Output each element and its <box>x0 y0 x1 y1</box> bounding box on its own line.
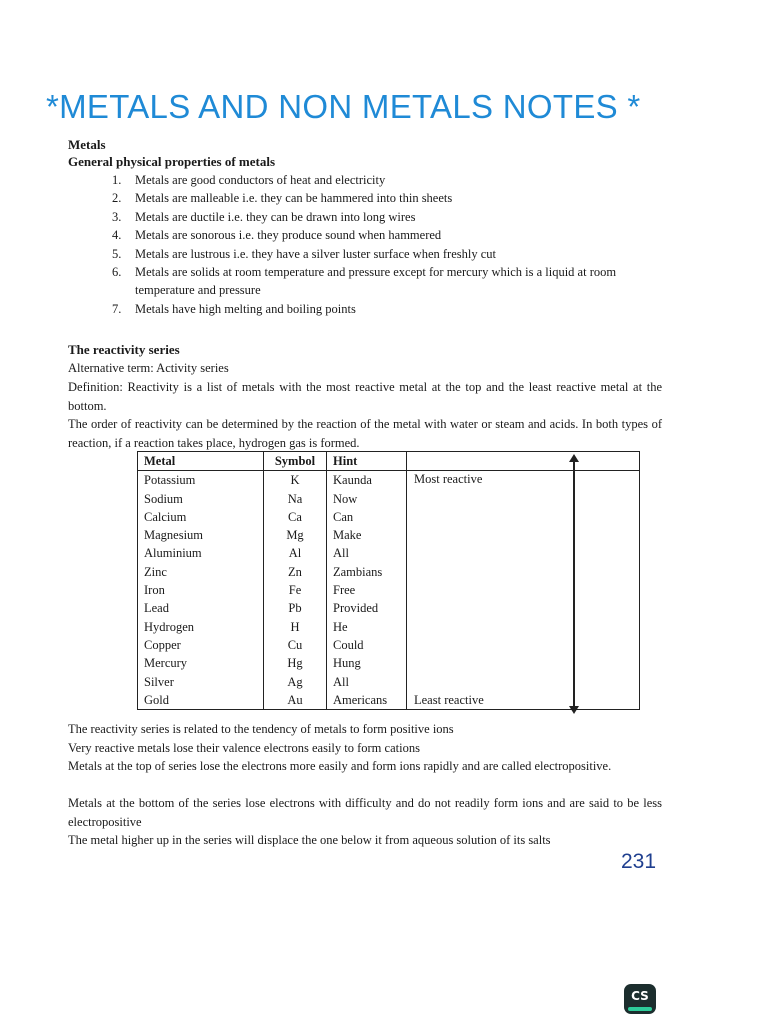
hint-cell: Now <box>327 490 407 508</box>
metal-cell: Potassium <box>138 471 264 490</box>
metal-cell: Mercury <box>138 654 264 672</box>
list-number: 2. <box>112 191 122 206</box>
logo-text: CS <box>631 989 649 1003</box>
list-item <box>68 300 662 318</box>
list-text: Metals are sonorous i.e. they produce sound when hammered <box>135 228 442 243</box>
list-item <box>68 208 662 226</box>
blank-cell <box>407 581 640 599</box>
table-row <box>138 599 640 617</box>
blank-cell <box>407 526 640 544</box>
blank-cell <box>407 599 640 617</box>
reactivity-table <box>137 451 640 710</box>
blank-cell <box>407 673 640 691</box>
reactivity-arrow-icon <box>573 457 575 711</box>
list-number: 1. <box>112 173 122 187</box>
list-text: Metals are ductile i.e. they can be drawn into long wires <box>135 209 416 224</box>
order-paragraph: The order of reactivity can be determined by the reaction of the metal with water or steam and acids. In both types of reaction, if a reaction takes place, hydrogen gas is formed. <box>68 417 662 450</box>
page-number: 231 <box>621 850 657 873</box>
table-row <box>138 691 640 710</box>
hint-cell: All <box>327 673 407 691</box>
symbol-cell: Cu <box>264 636 327 654</box>
table-row <box>138 673 640 691</box>
symbol-cell: K <box>264 471 327 490</box>
list-number: 7. <box>112 301 122 316</box>
hint-cell: Kaunda <box>327 471 407 490</box>
paragraph-less-electropositive: Metals at the bottom of the series lose electrons with difficulty and do not readily form ions and are said to be less electropositive <box>68 796 662 829</box>
blank-cell <box>407 618 640 636</box>
symbol-cell: Pb <box>264 599 327 617</box>
list-text: Metals are lustrous i.e. they have a silver luster surface when freshly cut <box>135 246 496 261</box>
hint-cell: Americans <box>327 691 407 710</box>
metal-cell: Lead <box>138 599 264 617</box>
table-row <box>138 581 640 599</box>
symbol-cell: Ag <box>264 673 327 691</box>
column-header-blank <box>407 452 640 471</box>
metal-cell: Copper <box>138 636 264 654</box>
reactivity-table-body <box>138 471 640 710</box>
hint-cell: Make <box>327 526 407 544</box>
metal-cell: Hydrogen <box>138 618 264 636</box>
table-row <box>138 471 640 490</box>
blank-cell <box>407 563 640 581</box>
symbol-cell: H <box>264 618 327 636</box>
page-title: *METALS AND NON METALS NOTES * <box>46 88 641 125</box>
hint-cell: Free <box>327 581 407 599</box>
hint-cell: Could <box>327 636 407 654</box>
alternative-term: Alternative term: Activity series <box>68 361 229 375</box>
metal-cell: Gold <box>138 691 264 710</box>
most-reactive-label: Most reactive <box>414 472 483 486</box>
camscanner-logo-icon <box>624 984 656 1014</box>
paragraph-displacement: The metal higher up in the series will displace the one below it from aqueous solution of its salts <box>68 833 551 847</box>
symbol-cell: Fe <box>264 581 327 599</box>
blank-cell <box>407 654 640 672</box>
list-number: 5. <box>112 246 122 261</box>
metal-cell: Sodium <box>138 490 264 508</box>
metal-cell: Silver <box>138 673 264 691</box>
blank-cell <box>407 490 640 508</box>
metal-cell: Aluminium <box>138 544 264 562</box>
symbol-cell: Al <box>264 544 327 562</box>
list-number: 4. <box>112 228 122 243</box>
symbol-cell: Au <box>264 691 327 710</box>
symbol-cell: Na <box>264 490 327 508</box>
list-text: Metals are malleable i.e. they can be hammered into thin sheets <box>135 191 453 206</box>
symbol-cell: Hg <box>264 654 327 672</box>
symbol-cell: Mg <box>264 526 327 544</box>
list-number: 3. <box>112 209 122 224</box>
list-item <box>68 189 662 207</box>
table-row <box>138 508 640 526</box>
paragraph-cations: Very reactive metals lose their valence electrons easily to form cations <box>68 741 420 755</box>
definition-paragraph: Definition: Reactivity is a list of metals with the most reactive metal at the top and the least reactive metal at the bottom. <box>68 380 662 413</box>
hint-cell: Provided <box>327 599 407 617</box>
list-number: 6. <box>112 265 122 280</box>
list-item <box>68 226 662 244</box>
table-row <box>138 636 640 654</box>
column-header-metal: Metal <box>138 452 264 471</box>
symbol-cell: Zn <box>264 563 327 581</box>
paragraph-ions: The reactivity series is related to the tendency of metals to form positive ions <box>68 722 454 736</box>
logo-bar <box>628 1007 652 1011</box>
section-heading-metals: Metals <box>68 137 106 152</box>
table-row <box>138 654 640 672</box>
column-header-symbol: Symbol <box>264 452 327 471</box>
metal-cell: Iron <box>138 581 264 599</box>
table-row <box>138 490 640 508</box>
metal-cell: Calcium <box>138 508 264 526</box>
properties-list <box>68 171 662 318</box>
column-header-hint: Hint <box>327 452 407 471</box>
metal-cell: Zinc <box>138 563 264 581</box>
hint-cell: Can <box>327 508 407 526</box>
table-row <box>138 563 640 581</box>
list-text: Metals are good conductors of heat and electricity <box>135 173 386 187</box>
section-heading-reactivity: The reactivity series <box>68 342 180 357</box>
blank-cell <box>407 544 640 562</box>
list-text: Metals are solids at room temperature and pressure except for mercury which is a liquid at room temperature and pressure <box>135 265 617 298</box>
hint-cell: He <box>327 618 407 636</box>
hint-cell: Hung <box>327 654 407 672</box>
table-row <box>138 544 640 562</box>
symbol-cell: Ca <box>264 508 327 526</box>
table-header-row <box>138 452 640 471</box>
metal-cell: Magnesium <box>138 526 264 544</box>
blank-cell <box>407 508 640 526</box>
section-heading-properties: General physical properties of metals <box>68 154 276 169</box>
list-item <box>68 245 662 263</box>
blank-cell <box>407 636 640 654</box>
table-row <box>138 526 640 544</box>
table-row <box>138 618 640 636</box>
list-item <box>68 171 662 189</box>
list-item <box>68 263 662 300</box>
hint-cell: Zambians <box>327 563 407 581</box>
paragraph-electropositive: Metals at the top of series lose the electrons more easily and form ions rapidly and are called electropositive. <box>68 759 612 773</box>
least-reactive-label: Least reactive <box>414 693 484 707</box>
list-text: Metals have high melting and boiling points <box>135 301 356 316</box>
hint-cell: All <box>327 544 407 562</box>
